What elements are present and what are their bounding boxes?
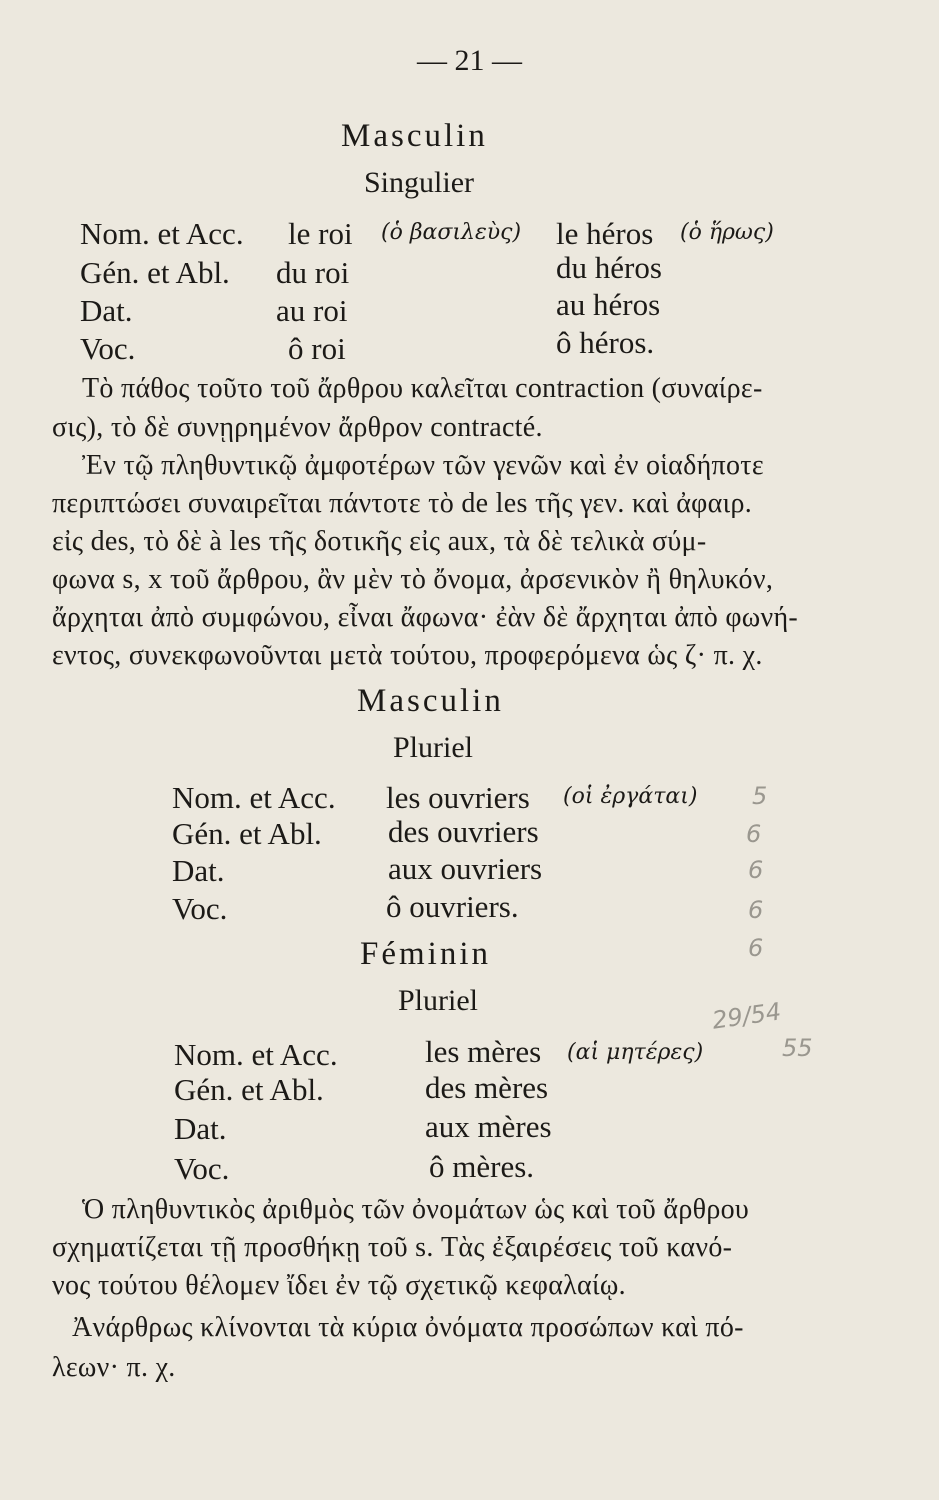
case-label: Dat. <box>174 1111 227 1146</box>
case-label: Nom. et Acc. <box>80 216 244 251</box>
section-subtitle-singulier: Singulier <box>364 166 474 199</box>
section-title-feminin: Féminin <box>360 936 492 972</box>
form-heros: au héros <box>556 287 661 322</box>
text-line: Τὸ πάθος τοῦτο τοῦ ἄρθρου καλεῖται contraction (συναίρε- <box>82 373 763 404</box>
text-line: εἰς des, τὸ δὲ à les τῆς δοτικῆς εἰς aux, τὰ δὲ τελικὰ σύμ- <box>52 526 707 557</box>
form-ouvriers: les ouvriers <box>386 780 530 815</box>
text-line: ἄρχηται ἀπὸ συμφώνου, εἶναι ἄφωνα· ἐὰν δὲ ἄρχηται ἀπὸ φωνή- <box>52 602 799 633</box>
margin-note: 6 <box>748 934 764 962</box>
form-meres: des mères <box>425 1070 549 1105</box>
page-number: — 21 — <box>417 44 522 77</box>
text-line: σχηματίζεται τῇ προσθήκῃ τοῦ s. Τὰς ἐξαιρέσεις τοῦ κανό- <box>52 1232 733 1263</box>
form-roi: au roi <box>276 293 348 328</box>
form-ouvriers: des ouvriers <box>388 814 539 849</box>
greek-gloss: (αἱ μητέρες) <box>567 1040 704 1065</box>
section-subtitle-pluriel: Pluriel <box>398 984 478 1017</box>
margin-note: 55 <box>782 1034 813 1062</box>
form-heros: ô héros. <box>556 325 655 360</box>
case-label: Voc. <box>172 891 228 926</box>
section-title-masculin-plural: Masculin <box>357 683 504 719</box>
form-heros: le héros <box>556 216 654 251</box>
text-line: περιπτώσει συναιρεῖται πάντοτε τὸ de les τῆς γεν. καὶ ἀφαιρ. <box>52 488 753 519</box>
margin-note: 6 <box>746 820 762 848</box>
greek-gloss: (οἱ ἐργάται) <box>563 784 698 809</box>
case-label: Voc. <box>80 331 136 366</box>
text-line: φωνα s, x τοῦ ἄρθρου, ἂν μὲν τὸ ὄνομα, ἀρσενικὸν ἢ θηλυκόν, <box>52 564 774 595</box>
margin-note: 6 <box>748 856 764 884</box>
case-label: Gén. et Abl. <box>172 816 322 851</box>
margin-note: 29/54 <box>710 997 783 1035</box>
margin-note: 5 <box>752 782 768 810</box>
form-meres: aux mères <box>425 1109 552 1144</box>
text-line: Ἐν τῷ πληθυντικῷ ἀμφοτέρων τῶν γενῶν καὶ ἐν οἱαδήποτε <box>82 450 764 481</box>
form-roi: ô roi <box>288 331 346 366</box>
section-subtitle-pluriel: Pluriel <box>393 731 473 764</box>
case-label: Dat. <box>80 293 133 328</box>
text-line: εντος, συνεκφωνοῦνται μετὰ τούτου, προφερόμενα ὡς ζ· π. χ. <box>52 640 763 671</box>
case-label: Nom. et Acc. <box>174 1037 338 1072</box>
greek-gloss: (ὁ βασιλεὺς) <box>381 220 522 245</box>
text-line: σις), τὸ δὲ συνῃρημένον ἄρθρον contracté. <box>52 412 543 443</box>
case-label: Voc. <box>174 1151 230 1186</box>
form-heros: du héros <box>556 250 662 285</box>
form-meres: ô mères. <box>429 1149 535 1184</box>
case-label: Dat. <box>172 853 225 888</box>
margin-note: 6 <box>748 896 764 924</box>
greek-gloss: (ὁ ἥρως) <box>680 220 774 245</box>
case-label: Gén. et Abl. <box>80 255 230 290</box>
text-line: νος τούτου θέλομεν ἴδει ἐν τῷ σχετικῷ κεφαλαίῳ. <box>52 1270 626 1301</box>
case-label: Gén. et Abl. <box>174 1072 324 1107</box>
case-label: Nom. et Acc. <box>172 780 336 815</box>
section-title-masculin-singular: Masculin <box>341 118 488 154</box>
form-roi: du roi <box>276 255 350 290</box>
text-line: Ἀνάρθρως κλίνονται τὰ κύρια ὀνόματα προσώπων καὶ πό- <box>72 1312 744 1343</box>
form-ouvriers: ô ouvriers. <box>386 889 519 924</box>
text-line: Ὁ πληθυντικὸς ἀριθμὸς τῶν ὀνομάτων ὡς καὶ τοῦ ἄρθρου <box>82 1194 750 1225</box>
form-meres: les mères <box>425 1034 542 1069</box>
text-line: λεων· π. χ. <box>52 1352 176 1383</box>
form-ouvriers: aux ouvriers <box>388 851 543 886</box>
form-roi: le roi <box>288 216 353 251</box>
